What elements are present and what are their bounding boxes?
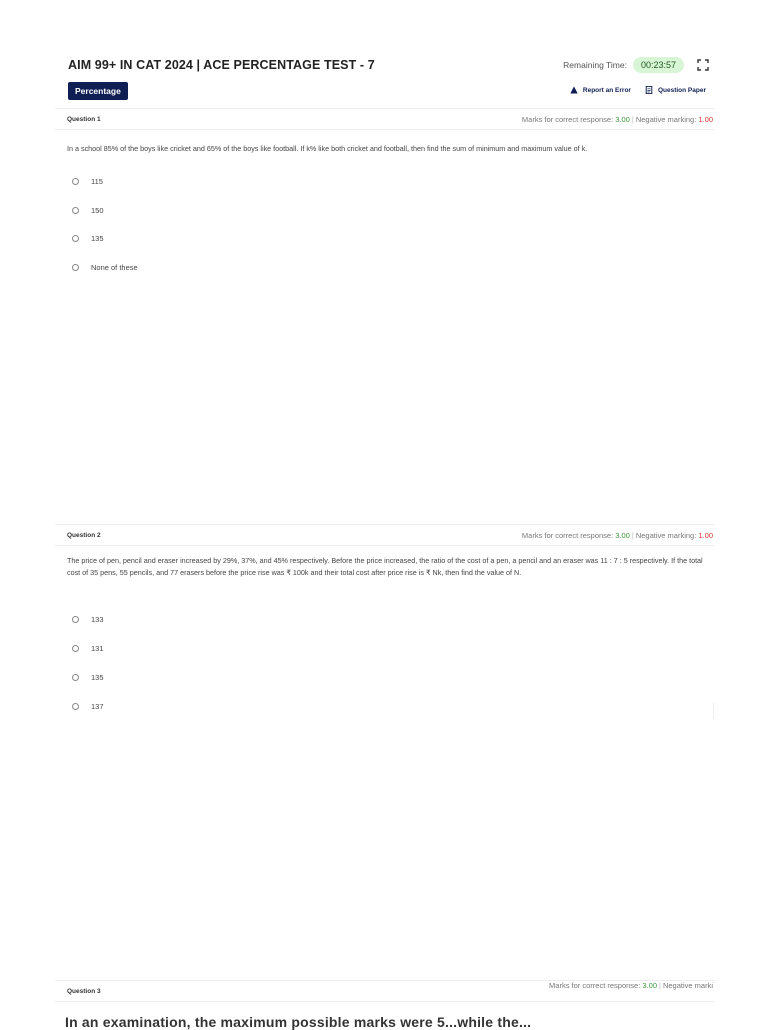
q2-option-1[interactable]: 133 <box>72 615 104 624</box>
question-3-header <box>55 980 715 1002</box>
question-1-header <box>55 108 715 130</box>
timer <box>563 57 710 73</box>
question-2-text: The price of pen, pencil and eraser increased by 29%, 37%, and 45% respectively. Before the price increased, the ratio of the cost of a pen, a pencil and an eraser was 11 : 7 : 5 respectively. If the total cost of 35 pens, 55 pencils, and 77 erasers before the price rise was ₹ 100k and their total cost after price rise is ₹ Nk, then find the value of N. <box>67 556 703 577</box>
report-error-label: Report an Error <box>582 86 631 94</box>
radio-button[interactable] <box>72 674 79 681</box>
q1-option-1[interactable]: 115 <box>72 177 103 186</box>
question-1-text: In a school 85% of the boys like cricket and 65% of the boys like football. If k% like both cricket and football, then find the sum of minimum and maximum value of k. <box>67 144 588 153</box>
toolbar-actions <box>570 86 706 94</box>
report-error-button[interactable] <box>570 86 631 94</box>
radio-button[interactable] <box>72 235 79 242</box>
question-number: Question 3 <box>67 987 101 995</box>
section-tab-percentage[interactable]: Percentage <box>68 82 128 100</box>
marks-info: Marks for correct response: 3.00 | Negative marking: 1.00 <box>521 530 713 540</box>
q1-option-4[interactable]: None of these <box>72 263 138 272</box>
radio-button[interactable] <box>72 703 79 710</box>
question-2-header <box>55 524 715 546</box>
divider <box>713 703 714 719</box>
q2-option-2[interactable]: 131 <box>72 644 104 653</box>
q1-option-2[interactable]: 150 <box>72 206 104 215</box>
question-paper-label: Question Paper <box>657 86 706 94</box>
radio-button[interactable] <box>72 645 79 652</box>
timer-label: Remaining Time: <box>563 60 627 70</box>
radio-button[interactable] <box>72 207 79 214</box>
radio-button[interactable] <box>72 264 79 271</box>
warning-icon <box>570 86 578 94</box>
document-icon <box>645 86 653 94</box>
marks-info: Marks for correct response: 3.00 | Negative marking: 1.00 <box>521 114 713 124</box>
radio-button[interactable] <box>72 178 79 185</box>
q2-option-3[interactable]: 135 <box>72 673 104 682</box>
q1-option-3[interactable]: 135 <box>72 234 104 243</box>
question-number: Question 1 <box>67 115 101 123</box>
radio-button[interactable] <box>72 616 79 623</box>
question-3-text: In an examination, the maximum possible marks were 5...while the... <box>65 1014 532 1030</box>
marks-info: Marks for correct response: 3.00 | Negative marki <box>549 980 713 990</box>
timer-value: 00:23:57 <box>633 57 684 73</box>
q2-option-4[interactable]: 137 <box>72 702 104 711</box>
question-number: Question 2 <box>67 531 101 539</box>
fullscreen-icon[interactable] <box>696 58 710 72</box>
question-paper-button[interactable] <box>645 86 706 94</box>
page-title: AIM 99+ IN CAT 2024 | ACE PERCENTAGE TEST - 7 <box>68 58 375 72</box>
